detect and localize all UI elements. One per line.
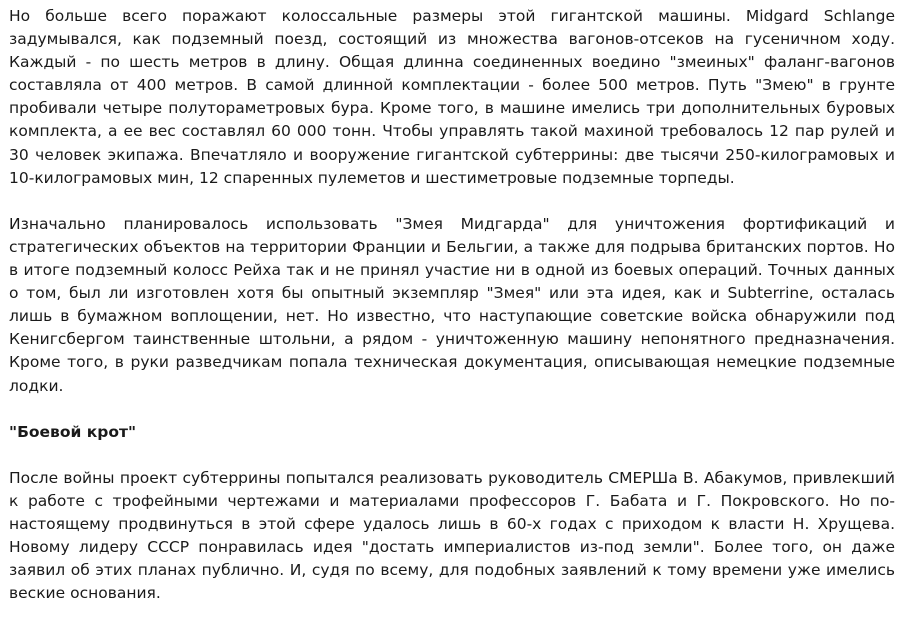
paragraph-midgard-schlange-description: Но больше всего поражают колоссальные размеры этой гигантской машины. Midgard Schlange задумывался, как подземный поезд, состоящий из множества вагонов-отсеков на гусеничном ходу. Каждый - по шесть метров в длину. Общая длинна соединенных воедино "змеиных" фаланг-вагонов составляла от 400 метров. В самой длинной комплектации - более 500 метров. Путь "Змею" в грунте пробивали четыре полутораметровых бура. Кроме того, в машине имелись три дополнительных буровых комплекта, а ее вес составлял 60 000 тонн. Чтобы управлять такой махиной требовалось 12 пар рулей и 30 человек экипажа. Впечатляло и вооружение гигантской субтеррины: две тысячи 250-килограмовых и 10-килограмовых мин, 12 спаренных пулеметов и шестиметровые подземные торпеды. (9, 7, 895, 187)
paragraph-planned-use: Изначально планировалось использовать "Змея Мидгарда" для уничтожения фортификаций и стратегических объектов на территории Франции и Бельгии, а также для подрыва британских портов. Но в итоге подземный колосс Рейха так и не принял участие ни в одной из боевых операций. Точных данных о том, был ли изготовлен хотя бы опытный экземпляр "Змея" или эта идея, как и Subterrine, осталась лишь в бумажном воплощении, нет. Но известно, что наступающие советские войска обнаружили под Кенигсбергом таинственные штольни, а рядом - уничтоженную машину непонятного предназначения. Кроме того, в руки разведчикам попала техническая документация, описывающая немецкие подземные лодки. (9, 214, 895, 395)
section-heading: "Боевой крот" (9, 422, 137, 441)
article-body (9, 5, 895, 629)
paragraph-postwar-project: После войны проект субтеррины попытался реализовать руководитель СМЕРШа В. Абакумов, привлекший к работе с трофейными чертежами и материалами профессоров Г. Бабата и Г. Покровского. Но по-настоящему продвинуться в этой сфере удалось лишь в 60-х годах с приходом к власти Н. Хрущева. Новому лидеру СССР понравилась идея "достать империалистов из-под земли". Более того, он даже заявил об этих планах публично. И, судя по всему, для подобных заявлений к тому времени уже имелись веские основания. (9, 468, 895, 603)
